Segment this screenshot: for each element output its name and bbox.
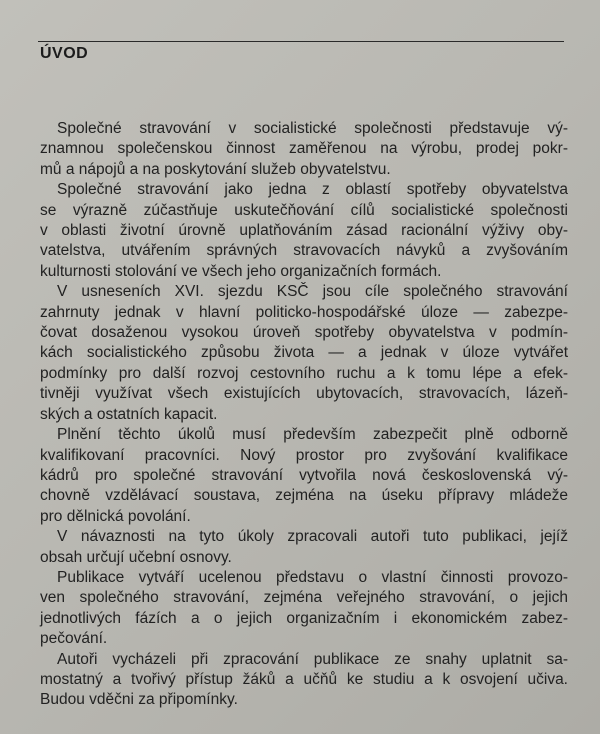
text-line: V usneseních XVI. sjezdu KSČ jsou cíle společného stravování [57, 283, 568, 301]
text-line: kách socialistického způsobu života — a jednak v úloze vytvářet [40, 344, 568, 362]
text-line: Budou vděčni za připomínky. [40, 691, 238, 709]
text-line: kádrů pro společné stravování vytvořila nová československá vý- [40, 466, 568, 484]
text-line: jednotlivých fázích a o jejich organizačním i ekonomickém zabez- [40, 609, 568, 627]
text-line: mů a nápojů a na poskytování služeb obyvatelstvu. [40, 160, 391, 178]
text-line: kvalifikovaní pracovníci. Nový prostor pro zvyšování kvalifikace [40, 446, 568, 464]
text-line: Publikace vytváří ucelenou představu o vlastní činnosti provozo- [57, 568, 568, 586]
text-line: Společné stravování v socialistické společnosti představuje vý- [57, 120, 568, 137]
text-line: obsah určují učební osnovy. [40, 548, 232, 566]
text-line: mostatný a tvořivý přístup žáků a učňů ke studiu a k osvojení učiva. [40, 670, 568, 688]
paragraph [40, 282, 568, 425]
text-line: vatelstva, utvářením správných stravovacích návyků a zvyšováním [40, 242, 568, 260]
text-line: tivněji využívat všech existujících ubytovacích, stravovacích, lázeň- [40, 385, 568, 403]
text-line: se výrazně zúčastňuje uskutečňování cílů socialistické společnosti [40, 201, 568, 219]
text-line: ven společného stravování, zejména veřejného stravování, o jejich [40, 589, 568, 607]
text-line: Společné stravování jako jedna z oblastí spotřeby obyvatelstva [57, 181, 568, 199]
text-line: Autoři vycházeli při zpracování publikace ze snahy uplatnit sa- [57, 650, 568, 668]
text-line: chovně vzdělávací soustava, zejména na úseku přípravy mládeže [40, 487, 568, 505]
text-line: ských a ostatních kapacit. [40, 405, 218, 423]
paragraph [40, 527, 568, 568]
paragraph [40, 568, 568, 650]
text-line: znamnou společenskou činnost zaměřenou na výrobu, prodej pokr- [40, 140, 568, 158]
paragraph [40, 650, 568, 711]
paragraph [40, 119, 568, 180]
paragraph [40, 180, 568, 282]
text-line: zahrnuty jednak v hlavní politicko-hospodářské úloze — zabezpe- [40, 303, 568, 321]
text-line: pečování. [40, 630, 108, 648]
paragraph [40, 425, 568, 527]
text-line: v oblasti životní úrovně uplatňováním zásad racionální výživy oby- [40, 222, 568, 240]
body-text [40, 119, 568, 711]
text-line: pro dělnická povolání. [40, 507, 191, 525]
section-heading: ÚVOD [40, 45, 89, 62]
text-line: kulturnosti stolování ve všech jeho organizačních formách. [40, 262, 442, 280]
text-line: čovat dosaženou vysokou úroveň spotřeby obyvatelstva v podmín- [40, 324, 568, 342]
top-rule [38, 41, 564, 42]
text-line: V návaznosti na tyto úkoly zpracovali autoři tuto publikaci, jejíž [57, 528, 568, 546]
text-line: Plnění těchto úkolů musí především zabezpečit plně odborně [57, 426, 568, 444]
text-line: podmínky pro další rozvoj cestovního ruchu a k tomu lépe a efek- [40, 364, 568, 382]
